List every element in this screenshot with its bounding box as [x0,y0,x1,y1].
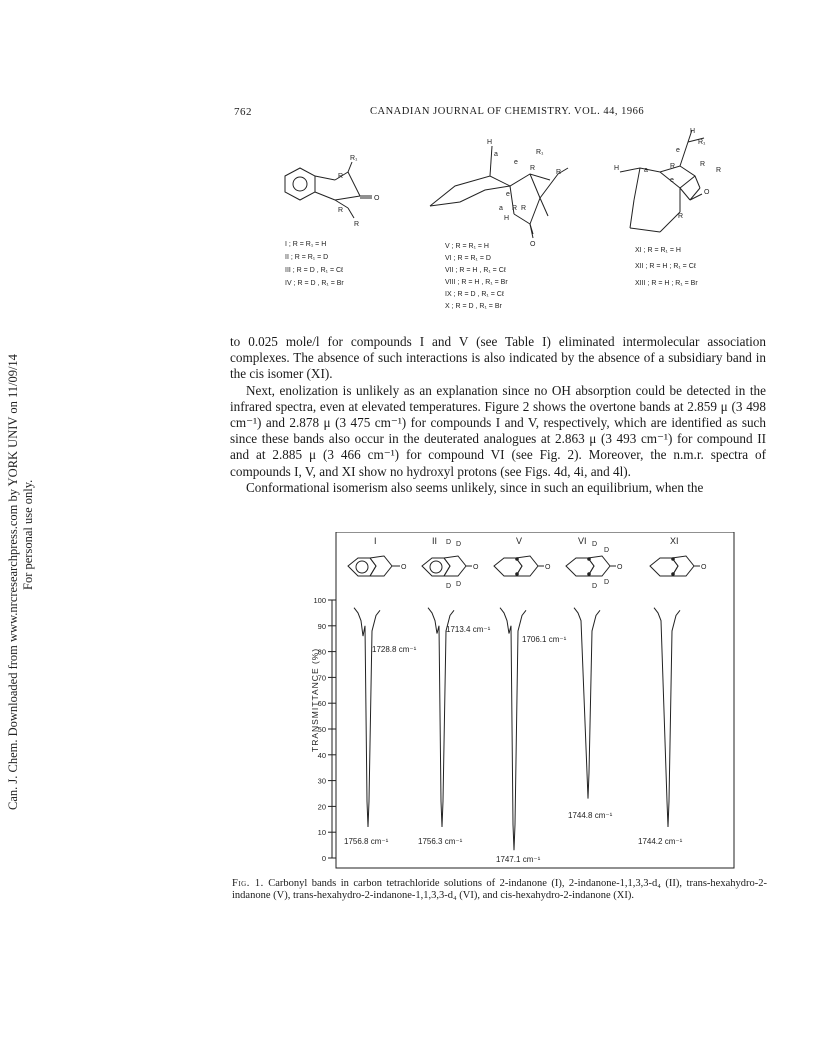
y-tick-label: 0 [321,854,326,863]
atom-r: R [338,173,344,180]
atom-o: O [530,241,536,248]
annotation-V-top: 1706.1 cm⁻¹ [522,635,567,644]
atom-h: H [504,215,510,222]
structure-trans-hexahydro [430,139,568,248]
atom-o: O [374,195,380,202]
atom-h: H [690,128,696,135]
y-tick-label: 30 [317,776,326,786]
compound-label: XIII ; R = H ; R₁ = Br [635,280,698,287]
compound-label: II ; R = R₁ = D [285,254,329,261]
trace-II [428,608,454,827]
atom-d: D [604,547,610,554]
compound-label-XI: XI [670,536,679,546]
spectra-plot [296,532,736,872]
structure-cis-hexahydro [614,128,721,232]
annotation-XI-bottom: 1744.2 cm⁻¹ [638,837,683,846]
structure-diagrams [230,128,770,328]
atom-d: D [604,579,610,586]
atom-r1: R₁ [698,139,706,146]
paragraph: to 0.025 mole/l for compounds I and V (see Table I) eliminated intermolecular association complexes. The absence of such interactions is also indicated by the absence of a subsidiary band in the cis isomer (XI). [230,334,766,382]
atom-r: R [556,169,562,176]
y-tick-label: 70 [317,673,326,683]
download-note [2,270,42,810]
compound-label-I: I [374,536,377,546]
y-tick-label: 40 [317,750,326,760]
atom-d: D [592,583,598,590]
compound-label: I ; R = R₁ = H [285,241,327,248]
atom-a: a [644,167,648,174]
compound-label: VIII ; R = H , R₁ = Br [445,279,508,286]
body-text [230,334,766,496]
running-header [234,106,736,122]
y-tick-label: 80 [317,647,326,657]
annotation-VI-bottom: 1744.8 cm⁻¹ [568,811,613,820]
plot-frame [336,532,734,868]
atom-e: e [676,147,680,154]
compound-label: XI ; R = R₁ = H [635,247,681,254]
compound-label: III ; R = D , R₁ = Cℓ [285,267,344,274]
atom-d: D [446,539,452,546]
compound-label: V ; R = R₁ = H [445,243,489,250]
compound-label: XII ; R = H ; R₁ = Cℓ [635,263,697,270]
atom-d: D [446,583,452,590]
atom-r: R [670,163,676,170]
atom-e: e [670,177,674,184]
y-tick-label: 10 [317,828,326,838]
y-tick-label: 100 [313,596,326,605]
atom-o: O [545,564,551,571]
compound-label: IV ; R = D , R₁ = Br [285,280,344,287]
figure-caption [232,878,767,902]
atom-o: O [473,564,479,571]
compound-label-V: V [516,536,523,546]
trace-I [354,608,380,827]
compound-structures-row [348,536,707,590]
journal-title: CANADIAN JOURNAL OF CHEMISTRY. VOL. 44, 1966 [370,106,645,117]
atom-o: O [401,564,407,571]
atom-h: H [487,139,493,146]
annotation-V-bottom: 1747.1 cm⁻¹ [496,855,541,864]
atom-h: H [614,165,620,172]
caption-text: Carbonyl bands in carbon tetrachloride solutions of 2-indanone (I), 2-indanone-1,1,3,3-d₄ (II), trans-hexahydro-2-indanone (V), trans-hexahydro-2-indanone-1,1,3,3-d₄ (VI), and cis-hexahydro-2-indanone (XI). [232,878,767,901]
compound-label: IX ; R = D , R₁ = Cℓ [445,291,505,298]
trace-VI [574,608,600,799]
y-tick-label: 90 [317,621,326,631]
annotation-I-top: 1728.8 cm⁻¹ [372,645,417,654]
atom-o: O [704,189,710,196]
structure-labels-group3 [635,247,698,287]
trace-V [500,608,526,851]
y-tick-label: 60 [317,699,326,709]
paragraph: Next, enolization is unlikely as an explanation since no OH absorption could be detected in the infrared spectra, even at elevated temperatures. Figure 2 shows the overtone bands at 2.859 μ (3 498 cm⁻¹) and 2.878 μ (3 475 cm⁻¹) for compounds I and V, respectively, which are identified as such since these bands also occur in the deuterated analogues at 2.863 μ (3 493 cm⁻¹) for compound II and at 2.885 μ (3 466 cm⁻¹) for compound VI (see Fig. 2). Moreover, the n.m.r. spectra of compounds I, V, and XI show no hydroxyl protons (see Figs. 4d, 4i, and 4l). [230,382,766,479]
atom-r: R [700,161,706,168]
page-number: 762 [234,106,252,118]
annotation-II-top: 1713.4 cm⁻¹ [446,625,491,634]
figure-carbonyl-spectra [296,532,736,872]
atom-a: a [499,205,503,212]
y-axis-title: TRANSMITTANCE (%) [310,647,320,752]
annotation-II-bottom: 1756.3 cm⁻¹ [418,837,463,846]
download-note-line2: For personal use only. [21,479,35,590]
compound-label: X ; R = D , R₁ = Br [445,303,502,310]
atom-r: R [338,207,344,214]
compound-label-VI: VI [578,536,587,546]
structure-indanone-bicyclic [285,155,380,228]
atom-r: R [521,205,527,212]
atom-e: e [506,191,510,198]
atom-r: R [530,165,536,172]
y-tick-label: 50 [317,725,326,734]
atom-r: R [716,167,722,174]
compound-label: VII ; R = H , R₁ = Cℓ [445,267,507,274]
y-tick-label: 20 [317,802,326,812]
atom-a: a [494,151,498,158]
atom-o: O [617,564,623,571]
atom-d: D [592,541,598,548]
structure-labels-group2 [445,243,508,310]
y-ticks [313,596,336,863]
compound-label-II: II [432,536,438,546]
structure-labels-group1 [285,241,344,287]
atom-o: O [701,564,707,571]
download-note-line1: Can. J. Chem. Downloaded from www.nrcresearchpress.com by YORK UNIV on 11/09/14 [6,354,20,810]
atom-r1: R₁ [350,155,358,162]
atom-r: R [354,221,360,228]
atom-d: D [456,581,462,588]
annotation-I-bottom: 1756.8 cm⁻¹ [344,837,389,846]
paragraph: Conformational isomerism also seems unlikely, since in such an equilibrium, when the [246,479,704,495]
atom-r1: R₁ [536,149,544,156]
trace-XI [654,608,680,827]
atom-d: D [456,541,462,548]
atom-r: R [512,205,518,212]
caption-label: Fig. 1. [232,878,264,889]
atom-r: R [678,213,684,220]
atom-e: e [514,159,518,166]
compound-label: VI ; R = R₁ = D [445,255,491,262]
